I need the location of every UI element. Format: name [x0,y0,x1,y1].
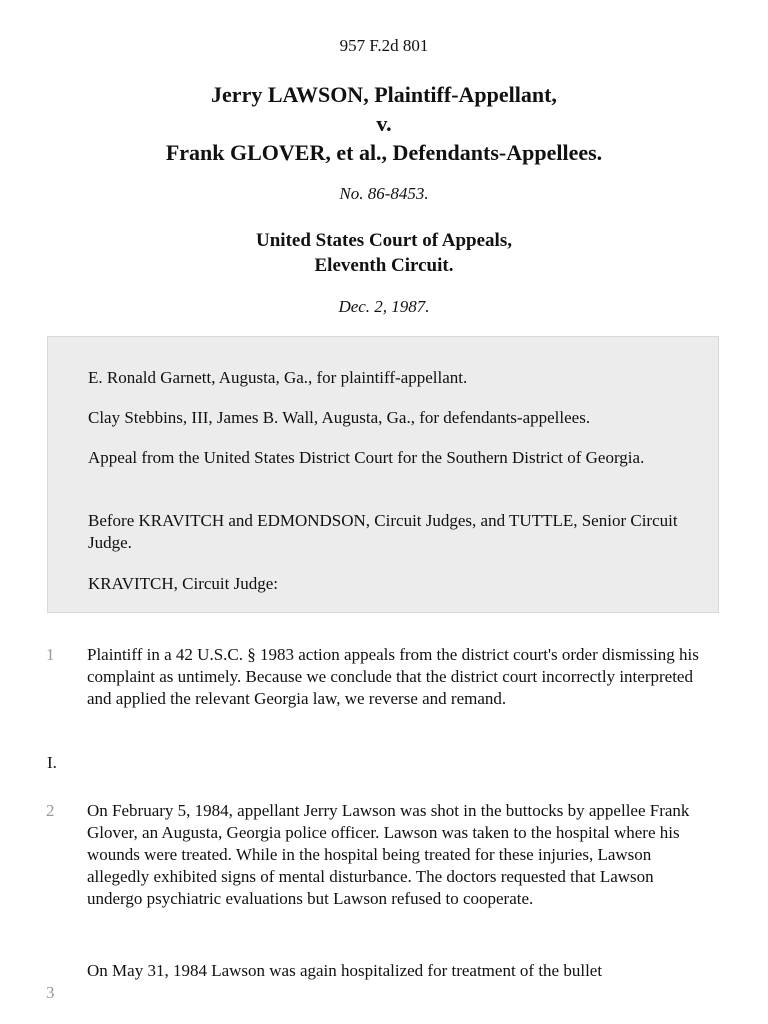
section-heading: I. [47,753,57,772]
paragraph-number: 1 [46,645,55,664]
opinion-author: KRAVITCH, Circuit Judge: [88,574,278,593]
paragraph-text: On May 31, 1984 Lawson was again hospitalized for treatment of the bullet [87,961,603,980]
counsel-appellant: E. Ronald Garnett, Augusta, Ga., for plaintiff-appellant. [88,368,468,387]
court-name-line2: Eleventh Circuit. [314,255,454,276]
court-name-line1: United States Court of Appeals, [256,230,512,251]
caption-versus: v. [376,111,392,136]
case-caption [0,80,768,167]
counsel-appellees: Clay Stebbins, III, James B. Wall, Augusta, Ga., for defendants-appellees. [88,408,591,427]
paragraph-text: Plaintiff in a 42 U.S.C. § 1983 action appeals from the district court's order dismissing his complaint as untimely. Because we conclude that the district court incorrectly interpreted and applied the relevant Georgia law, we reverse and remand. [87,645,699,708]
panel-judges: Before KRAVITCH and EDMONDSON, Circuit Judges, and TUTTLE, Senior Circuit Judge. [88,511,678,552]
paragraph-number: 3 [46,983,55,1002]
reporter-citation: 957 F.2d 801 [339,36,429,55]
appeal-from: Appeal from the United States District Court for the Southern District of Georgia. [88,448,645,467]
docket-number: No. 86-8453. [339,184,429,203]
preamble-box [47,336,719,613]
paragraph-number: 2 [46,801,55,820]
court-name [0,228,768,278]
decision-date: Dec. 2, 1987. [338,297,430,316]
caption-appellees: Frank GLOVER, et al., Defendants-Appellees. [165,140,603,165]
caption-appellant: Jerry LAWSON, Plaintiff-Appellant, [211,82,557,107]
paragraph-text: On February 5, 1984, appellant Jerry Lawson was shot in the buttocks by appellee Frank Glover, an Augusta, Georgia police officer. Lawson was taken to the hospital where his wounds were treated. While in the hospital being treated for these injuries, Lawson allegedly exhibited signs of mental disturbance. The doctors requested that Lawson undergo psychiatric evaluations but Lawson refused to cooperate. [87,801,690,908]
